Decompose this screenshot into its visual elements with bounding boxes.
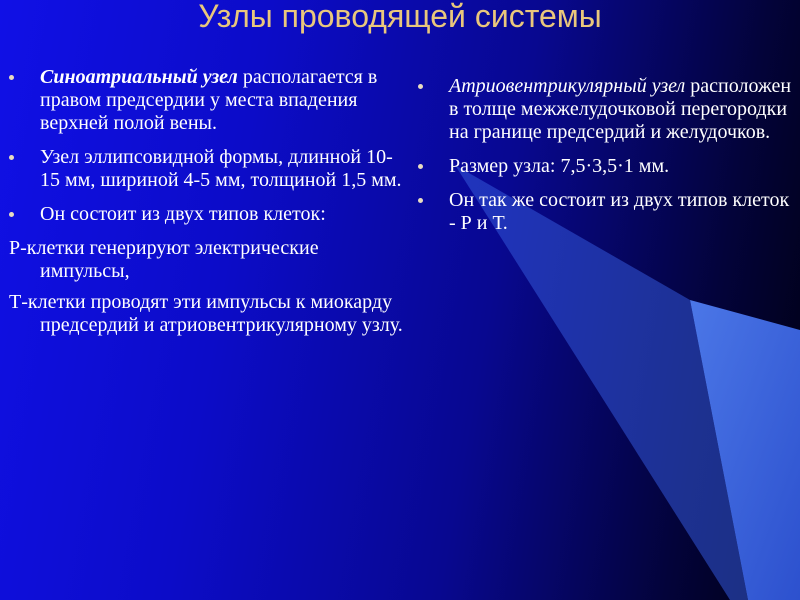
item-text: располагается в правом предсердии у места впадения верхней полой вены.	[40, 66, 378, 134]
bullet-icon	[418, 198, 423, 203]
item-text: Узел эллипсовидной формы, длинной 10-15 мм, шириной 4-5 мм, толщиной 1,5 мм.	[40, 146, 402, 191]
bullet-icon	[418, 164, 423, 169]
left-column	[9, 66, 404, 345]
list-item	[418, 155, 793, 178]
right-column	[418, 75, 793, 246]
slide-title: Узлы проводящей системы	[198, 0, 602, 34]
item-text: Он так же состоит из двух типов клеток - Р и Т.	[449, 189, 790, 234]
list-item	[9, 146, 404, 192]
paragraph: Р-клетки генерируют электрические импульсы,	[9, 237, 319, 282]
list-item	[418, 189, 793, 235]
bullet-icon	[418, 84, 423, 89]
item-text: Размер узла: 7,5·3,5·1 мм.	[449, 155, 670, 177]
item-text: расположен в толще межжелудочковой перегородки на границе предсердий и желудочков.	[449, 75, 792, 143]
list-item	[418, 75, 793, 144]
bullet-icon	[9, 155, 14, 160]
bullet-icon	[9, 212, 14, 217]
paragraph: Т-клетки проводят эти импульсы к миокарду предсердий и атриовентрикулярному узлу.	[9, 291, 403, 336]
bullet-icon	[9, 75, 14, 80]
item-text: Он состоит из двух типов клеток:	[40, 203, 326, 225]
item-lead: Атриовентрикулярный узел	[449, 75, 686, 97]
list-item	[9, 203, 404, 226]
item-lead: Синоатриальный узел	[40, 66, 238, 88]
list-item	[9, 66, 404, 135]
